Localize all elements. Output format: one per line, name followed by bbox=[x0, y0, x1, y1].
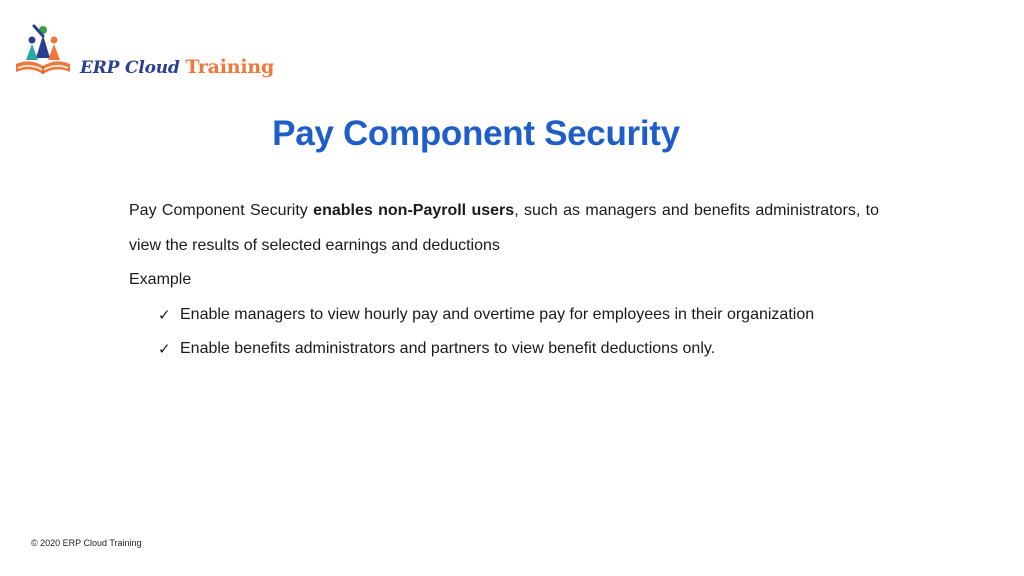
brand-name-part1: ERP Cloud bbox=[80, 58, 180, 78]
copyright-footer: © 2020 ERP Cloud Training bbox=[31, 538, 142, 548]
intro-rest: , such as managers and benefits administrators, to view the results of selected earnings and deductions bbox=[129, 202, 880, 254]
slide-body bbox=[129, 194, 879, 367]
brand-name-part2: Training bbox=[185, 56, 275, 78]
checkmark-icon: ✓ bbox=[158, 305, 171, 324]
list-item bbox=[129, 332, 879, 367]
open-book-with-people-icon bbox=[12, 20, 74, 82]
example-label: Example bbox=[129, 271, 192, 288]
intro-emphasis: enables non-Payroll users bbox=[313, 202, 515, 219]
brand-logo bbox=[12, 20, 275, 82]
page-title: Pay Component Security bbox=[272, 114, 680, 153]
checkmark-icon: ✓ bbox=[158, 340, 171, 358]
list-item-text: Enable managers to view hourly pay and overtime pay for employees in their organization bbox=[180, 305, 815, 323]
example-list bbox=[129, 298, 879, 367]
intro-paragraph bbox=[129, 194, 879, 263]
intro-lead: Pay Component Security bbox=[129, 202, 314, 219]
list-item bbox=[129, 298, 879, 333]
brand-name bbox=[80, 56, 274, 78]
list-item-text: Enable benefits administrators and partners to view benefit deductions only. bbox=[180, 340, 716, 357]
